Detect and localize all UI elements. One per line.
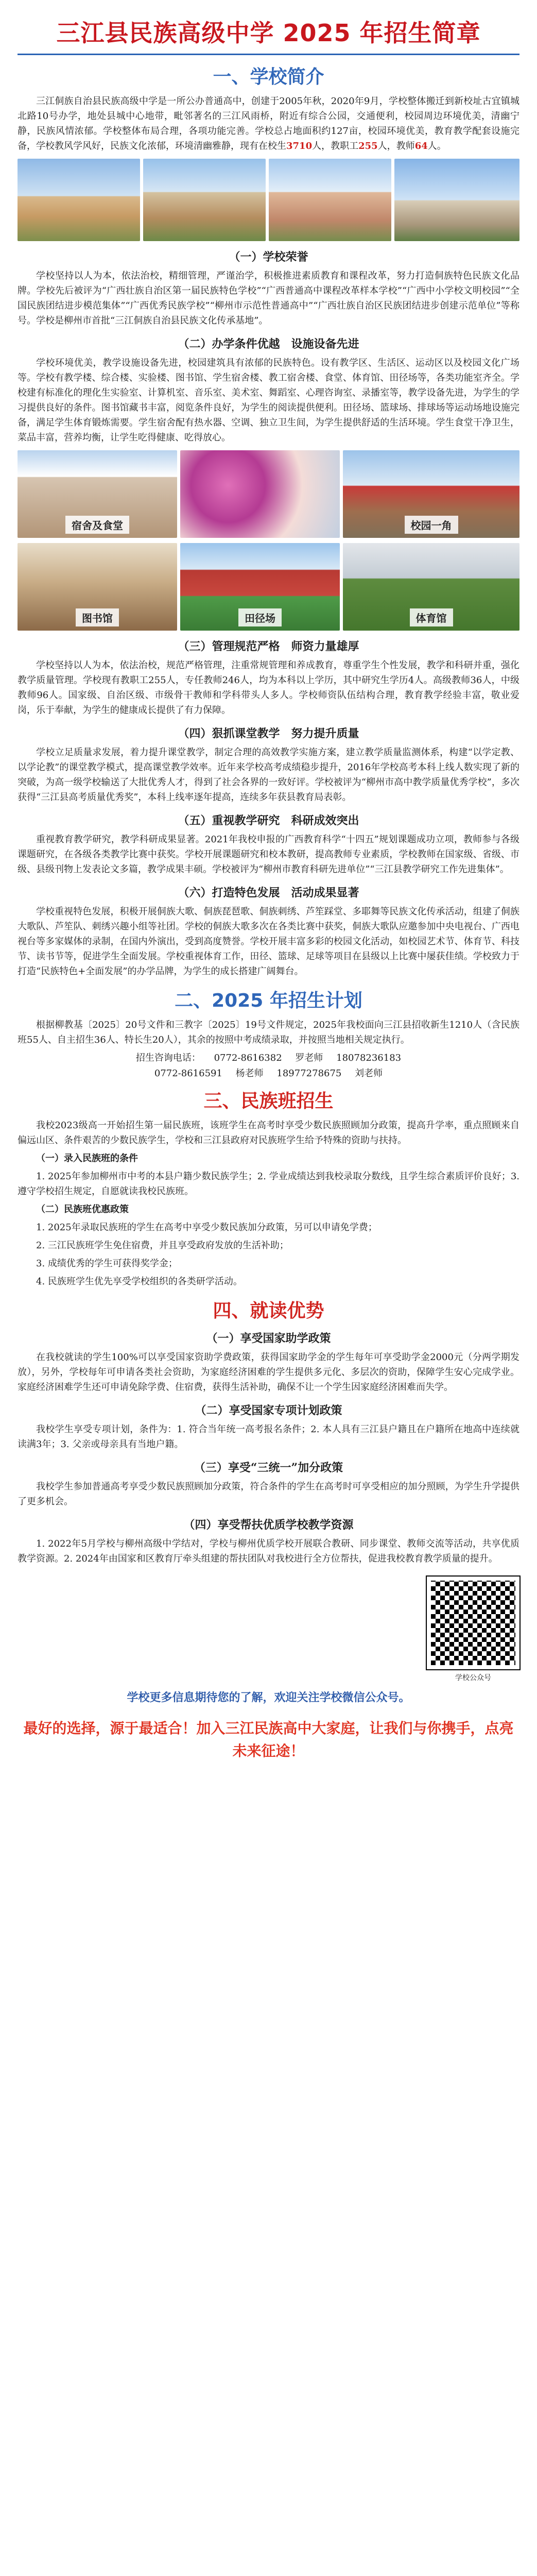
- facilities-heading: （二）办学条件优越 设施设备先进: [178, 337, 359, 351]
- contact-name: 杨老师: [235, 1068, 264, 1079]
- intro-text-2: 人，教职工: [312, 141, 359, 151]
- contact-name: 刘老师: [355, 1068, 383, 1079]
- benefit-text2: 我校学生享受专项计划，条件为：1. 符合当年统一高考报名条件；2. 本人具有三江县户籍且在户籍所在地高中连续就读满3年；3. 父亲或母亲具有当地户籍。: [18, 1424, 519, 1450]
- research-heading: （五）重视教学研究 科研成效突出: [178, 814, 359, 827]
- benefits-heading: 四、就读优势: [213, 1300, 324, 1321]
- gym-photo: [343, 543, 519, 631]
- campus-photo: [18, 159, 140, 241]
- ethnic-item1-text: 1. 2025年参加柳州市中考的本县户籍少数民族学生；2. 学业成绩达到我校录取分数线，且学生综合素质评价良好；3. 遵守学校招生规定，自愿就读我校民族班。: [18, 1171, 519, 1197]
- facilities-text: 学校环境优美，教学设施设备先进，校园建筑具有浓郁的民族特色。设有教学区、生活区、运动区以及校园文化广场等。学校有教学楼、综合楼、实验楼、图书馆、学生宿舍楼、教工宿舍楼、食堂、体育馆、田径场等，各类功能室齐全。学校建有标准化的理化生实验室、计算机室、音乐室、美术室、舞蹈室、心理咨询室、录播室等，教学设备先进，为学生的学习提供良好的条件。图书馆藏书丰富，阅览条件良好，为学生的阅读提供便利。田径场、篮球场、排球场等运动场地设施完备，满足学生体育锻炼需要。学生宿舍配有热水器、空调、独立卫生间，为学生提供舒适的生活环境。学生食堂干净卫生，菜品丰富，营养均衡，让学生吃得健康、吃得放心。: [18, 358, 519, 443]
- campus-photo: [394, 159, 519, 241]
- intro-paragraph: [18, 94, 519, 154]
- staff-count: 255: [358, 141, 378, 151]
- gate-photo: [343, 450, 519, 538]
- ethnic-item2-title: （二）民族班优惠政策: [36, 1204, 129, 1215]
- features-heading: （六）打造特色发展 活动成果显著: [178, 886, 359, 900]
- research-text: 重视教育教学研究，教学科研成果显著。2021年我校申报的广西教育科学“十四五”规划课题成功立项，教师参与各级课题研究，在各级各类教学比赛中获奖。学校开展课题研究和校本教研，提高教师专业素质，学校教师在国家级、省级、市级、县级刊物上发表论文多篇，教学成果丰硕。学校被评为“柳州市教育科研先进单位”“三江县教学研究工作先进集体”。: [18, 834, 519, 875]
- ethnic-item1-title: （一）录入民族班的条件: [36, 1153, 138, 1164]
- contact-line: [18, 1066, 519, 1079]
- quality-text: 学校立足质量求发展，着力提升课堂教学，制定合理的高效教学实施方案，建立教学质量监测体系，构建“以学定教、以学论教”的课堂教学模式，提高课堂教学效率。近年来学校高考成绩稳步提升，2016年学校高考本科上线人数实现了新的突破，为高一级学校输送了大批优秀人才，得到了社会各界的一致好评。学校被评为“柳州市高中教学质量优秀学校”，多次获得“三江县高考质量优秀奖”，本科上线率逐年提高，连续多年获县教育局表彰。: [18, 747, 519, 803]
- ethnic-policy-item: 2. 三江民族班学生免住宿费，并且享受政府发放的生活补助；: [36, 1240, 289, 1251]
- plan-text: 根据柳教基〔2025〕20号文件和三教字〔2025〕19号文件规定，2025年我校面向三江县招收新生1210人（含民族班55人、自主招生36人、特长生20人），其余的按照中考成绩录取，并按照当地相关规定执行。: [18, 1020, 519, 1045]
- features-text: 学校重视特色发展，积极开展侗族大歌、侗族琵琶歌、侗族刺绣、芦笙踩堂、多耶舞等民族文化传承活动，组建了侗族大歌队、芦笙队、刺绣兴趣小组等社团。学校的侗族大歌多次在各类比赛中获奖，侗族大歌队应邀参加中央电视台、广西电视台等多家媒体的录制，在国内外演出，受到高度赞誉。学校开展丰富多彩的校园文化活动，如校园艺术节、体育节、科技节、读书节等，促进学生全面发展。学校重视体育工作，田径、篮球、足球等项目在县级以上比赛中屡获佳绩。学校致力于打造“民族特色+全面发展”的办学品牌，为学生的成长搭建广阔舞台。: [18, 906, 519, 977]
- campus-photo-row: [18, 159, 519, 241]
- ethnic-intro: 我校2023级高一开始招生第一届民族班，该班学生在高考时享受少数民族照顾加分政策，提高升学率，重点照顾来自偏远山区、条件艰苦的少数民族学生，学校和三江县政府对民族班学生给予特殊的资助与扶持。: [18, 1120, 519, 1146]
- gym-caption: 体育馆: [410, 608, 453, 626]
- page-title: 三江县民族高级中学 2025 年招生简章: [56, 19, 481, 47]
- phone-number[interactable]: 18977278675: [276, 1068, 342, 1079]
- ethnic-policy-item: 4. 民族班学生优先享受学校组织的各类研学活动。: [36, 1276, 242, 1287]
- ethnic-policy-item: 1. 2025年录取民族班的学生在高考中享受少数民族加分政策，另可以申请免学费；: [36, 1222, 377, 1233]
- benefit-text4: 1. 2022年5月学校与柳州高级中学结对，学校与柳州优质学校开展联合教研、同步课堂、教师交流等活动，共享优质教学资源。2. 2024年由国家和区教育厅牵头组建的帮扶团队对我校进行全方位帮扶，促进我校教育教学质量的提升。: [18, 1538, 519, 1564]
- phone-number[interactable]: 0772-8616382: [214, 1053, 282, 1063]
- wechat-qr-code[interactable]: [427, 1577, 519, 1669]
- phone-number[interactable]: 18078236183: [336, 1053, 402, 1063]
- benefit-sub3: （三）享受“三统一”加分政策: [194, 1461, 343, 1475]
- honor-heading: （一）学校荣誉: [229, 250, 308, 264]
- plan-heading: 二、2025 年招生计划: [175, 990, 362, 1011]
- field-photo: [180, 543, 340, 631]
- ethnic-heading: 三、民族班招生: [203, 1091, 334, 1112]
- slogan: 最好的选择，源于最适合！加入三江民族高中大家庭，让我们与你携手，点亮未来征途！: [23, 1720, 514, 1759]
- benefit-sub4: （四）享受帮扶优质学校教学资源: [183, 1518, 354, 1532]
- benefit-sub2: （二）享受国家专项计划政策: [195, 1404, 342, 1417]
- intro-text-3: 人，教师: [377, 141, 415, 151]
- quality-heading: （四）狠抓课堂教学 努力提升质量: [178, 727, 359, 740]
- follow-text: 学校更多信息期待您的了解，欢迎关注学校微信公众号。: [127, 1691, 410, 1704]
- facility-photo-row-2: [18, 543, 519, 631]
- title-divider: [18, 54, 519, 55]
- honor-text: 学校坚持以人为本，依法治校，精细管理，严谨治学，积极推进素质教育和课程改革，努力打造侗族特色民族文化品牌。学校先后被评为“广西壮族自治区第一届民族特色学校”“广西普通高中课程改革样本学校”“广西中小学校文明校园”“全国民族团结进步模范集体”“广西优秀民族学校”“柳州市示范性普通高中”“广西壮族自治区民族团结进步创建示范单位”等称号。学校是柳州市首批“三江侗族自治县民族文化传承基地”。: [18, 270, 519, 326]
- qr-caption: 学校公众号: [455, 1674, 491, 1682]
- library-photo: [18, 543, 177, 631]
- benefit-text1: 在我校就读的学生100%可以享受国家资助学费政策，获得国家助学金的学生每年可享受助学金2000元（分两学期发放），另外，学校每年可申请各类社会资助，为家庭经济困难的学生提供多元化、多层次的资助，保障学生安心完成学业。家庭经济困难学生还可申请免除学费、住宿费，获得生活补助，确保不让一个学生因家庭经济困难而失学。: [18, 1352, 519, 1393]
- facility-photo-row-1: [18, 450, 519, 538]
- campus-photo: [269, 159, 391, 241]
- flower-photo: [180, 450, 340, 538]
- management-heading: （三）管理规范严格 师资力量雄厚: [178, 640, 359, 653]
- dorm-photo: [18, 450, 177, 538]
- benefit-text3: 我校学生参加普通高考享受少数民族照顾加分政策，符合条件的学生在高考时可享受相应的加分照顾，为学生升学提供了更多机会。: [18, 1481, 519, 1507]
- student-count: 3710: [286, 141, 313, 151]
- benefit-sub1: （一）享受国家助学政策: [206, 1332, 331, 1345]
- management-text: 学校坚持以人为本，依法治校，规范严格管理，注重常规管理和养成教育，尊重学生个性发展，教学和科研并重，强化教学质量管理。学校现有教职工255人，专任教师246人，均为本科以上学历，其中研究生学历4人。高级教师36人，中级教师96人。国家级、自治区级、市级骨干教师和学科带头人多人。学校师资队伍结构合理，教育教学经验丰富，敬业爱岗，乐于奉献，为学生的健康成长提供了有力保障。: [18, 660, 519, 716]
- gate-caption: 校园一角: [405, 516, 458, 534]
- ethnic-policy-item: 3. 成绩优秀的学生可获得奖学金；: [36, 1258, 178, 1269]
- phone-number[interactable]: 0772-8616591: [154, 1068, 222, 1079]
- intro-text-1: 三江侗族自治县民族高级中学是一所公办普通高中，创建于2005年秋，2020年9月，学校整体搬迁到新校址古宜镇城北路10号办学，地处县城中心地带，毗邻著名的三江风雨桥，附近有综合公园，交通便利，校园周边环境优美，清幽宁静，民族风情浓郁。学校整体布局合理，各项功能完善。学校总占地面积约127亩，校园环境优美，教育教学配套设施完备，学校教风学风好，民族文化浓郁，环境清幽雅静，现有在校生: [18, 96, 519, 151]
- intro-heading: 一、学校简介: [213, 66, 324, 88]
- qr-area: [18, 1577, 519, 1683]
- campus-photo: [143, 159, 266, 241]
- contact-name: 罗老师: [295, 1053, 323, 1063]
- dorm-caption: 宿舍及食堂: [65, 516, 129, 534]
- phone-label: 招生咨询电话：: [135, 1053, 201, 1063]
- field-caption: 田径场: [238, 608, 282, 626]
- contact-line: [18, 1050, 519, 1064]
- intro-text-4: 人。: [427, 141, 446, 151]
- library-caption: 图书馆: [76, 608, 119, 626]
- teacher-count: 64: [414, 141, 428, 151]
